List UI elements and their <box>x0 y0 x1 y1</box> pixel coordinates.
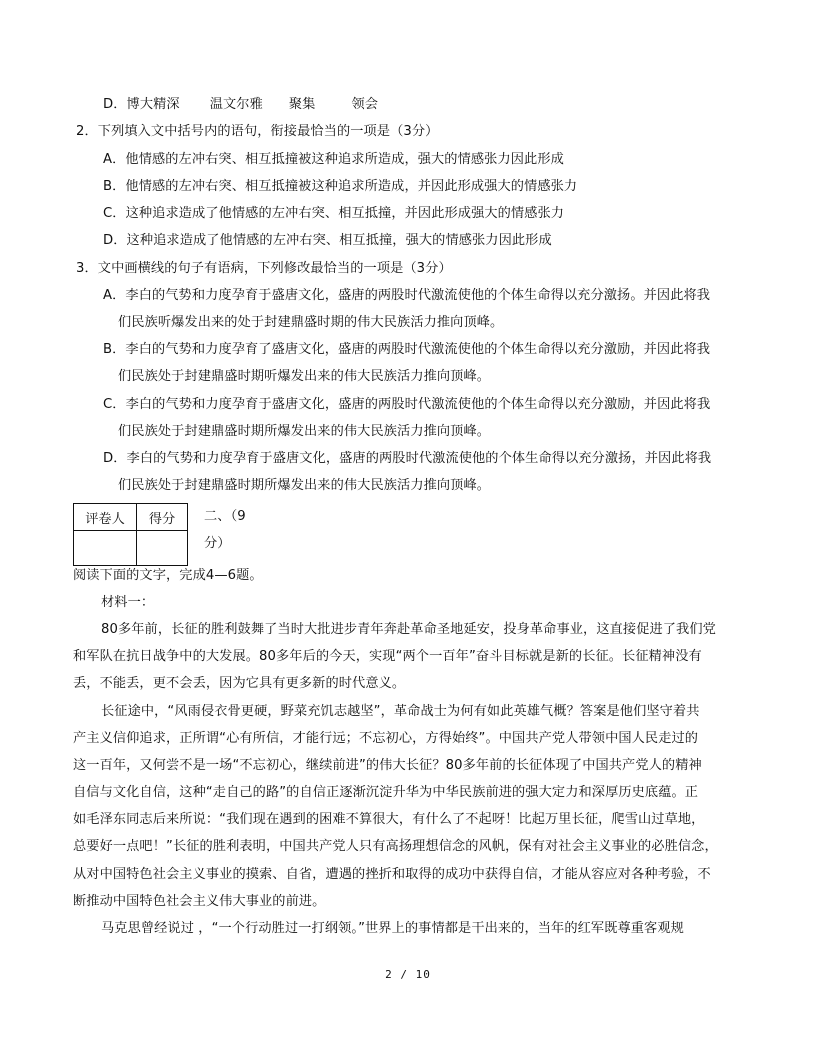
q1-option-d-word2: 温文尔雅 <box>209 97 263 112</box>
page-number: 2 / 10 <box>385 968 431 981</box>
q2-option-a: A．他情感的左冲右突、相互抵撞被这种追求所造成，强大的情感张力因此形成 <box>103 152 564 167</box>
passage-line: 产主义信仰追求，正所谓“心有所信，才能行远；不忘初心，方得始终”。中国共产党人带领中国人民走过的 <box>73 731 699 746</box>
score-table-score-cell[interactable] <box>137 531 188 566</box>
score-table-grader-cell[interactable] <box>74 531 137 566</box>
passage-line: 80多年前，长征的胜利鼓舞了当时大批进步青年奔赴革命圣地延安，投身革命事业，这直接促进了我们党 <box>101 622 716 637</box>
passage-line: 这一百年，又何尝不是一场“不忘初心，继续前进”的伟大长征？80多年前的长征体现了中国共产党人的精神 <box>73 758 702 773</box>
q3-option-c-line2: 们民族处于封建鼎盛时期所爆发出来的伟大民族活力推向顶峰。 <box>118 424 491 439</box>
passage-line: 丢，不能丢，更不会丢，因为它具有更多新的时代意义。 <box>73 676 406 691</box>
q1-option-d <box>103 96 378 114</box>
score-table-header-score: 得分 <box>137 504 188 531</box>
passage-line: 马克思曾经说过 ，“一个行动胜过一打纲领。”世界上的事情都是干出来的，当年的红军既尊重客观规 <box>101 921 684 936</box>
q2-option-c: C．这种追求造成了他情感的左冲右突、相互抵撞，并因此形成强大的情感张力 <box>103 206 565 221</box>
q3-option-c-line1: C．李白的气势和力度孕育于盛唐文化，盛唐的两股时代激流使他的个体生命得以充分激励，并因此将我 <box>103 397 711 412</box>
passage-line: 如毛泽东同志后来所说：“我们现在遇到的困难不算很大，有什么了不起呀！比起万里长征，爬雪山过草地， <box>73 812 705 827</box>
q1-option-d-label: D．博大精深 <box>103 97 180 112</box>
passage-line: 从对中国特色社会主义事业的摸索、自省，遭遇的挫折和取得的成功中获得自信，才能从容应对各种考验，不 <box>73 867 711 882</box>
q3-stem: 3．文中画横线的句子有语病，下列修改最恰当的一项是（3分） <box>76 261 452 276</box>
q2-option-b: B．他情感的左冲右突、相互抵撞被这种追求所造成，并因此形成强大的情感张力 <box>103 179 578 194</box>
section2-title-line1: 二、（9 <box>204 509 246 524</box>
score-table-header-grader: 评卷人 <box>74 504 137 531</box>
passage-line: 总要好一点吧！”长征的胜利表明，中国共产党人只有高扬理想信念的风帆，保有对社会主义事业的必胜信念， <box>73 839 718 854</box>
q1-option-d-word4: 领会 <box>351 97 379 112</box>
passage-line: 长征途中，“风雨侵衣骨更硬，野菜充饥志越坚”，革命战士为何有如此英雄气概？答案是他们坚守着共 <box>101 704 700 719</box>
section2-instruction: 阅读下面的文字，完成4—6题。 <box>73 568 263 583</box>
section2-title-line2: 分） <box>204 536 231 551</box>
q3-option-a-line1: A．李白的气势和力度孕育于盛唐文化，盛唐的两股时代激流使他的个体生命得以充分激扬。并因此将我 <box>103 288 711 303</box>
passage-line: 和军队在抗日战争中的大发展。80多年后的今天，实现“两个一百年”奋斗目标就是新的长征。长征精神没有 <box>73 649 702 664</box>
material-label: 材料一： <box>101 595 155 610</box>
q2-option-d: D．这种追求造成了他情感的左冲右突、相互抵撞，强大的情感张力因此形成 <box>103 233 552 248</box>
q3-option-d-line2: 们民族处于封建鼎盛时期所爆发出来的伟大民族活力推向顶峰。 <box>118 478 491 493</box>
passage-line: 自信与文化自信，这种“走自己的路”的自信正逐渐沉淀升华为中华民族前进的强大定力和深厚历史底蕴。正 <box>73 785 699 800</box>
q1-option-d-word3: 聚集 <box>288 97 316 112</box>
score-table <box>73 503 188 566</box>
q3-option-b-line2: 们民族处于封建鼎盛时期听爆发出来的伟大民族活力推向顶峰。 <box>118 369 491 384</box>
q2-stem: 2．下列填入文中括号内的语句，衔接最恰当的一项是（3分） <box>76 124 439 139</box>
q3-option-a-line2: 们民族听爆发出来的处于封建鼎盛时期的伟大民族活力推向顶峰。 <box>118 315 504 330</box>
q3-option-b-line1: B．李白的气势和力度孕育了盛唐文化，盛唐的两股时代激流使他的个体生命得以充分激励，并因此将我 <box>103 342 711 357</box>
passage-line: 断推动中国特色社会主义伟大事业的前进。 <box>73 894 326 909</box>
q3-option-d-line1: D．李白的气势和力度孕育于盛唐文化，盛唐的两股时代激流使他的个体生命得以充分激扬，并因此将我 <box>103 451 712 466</box>
